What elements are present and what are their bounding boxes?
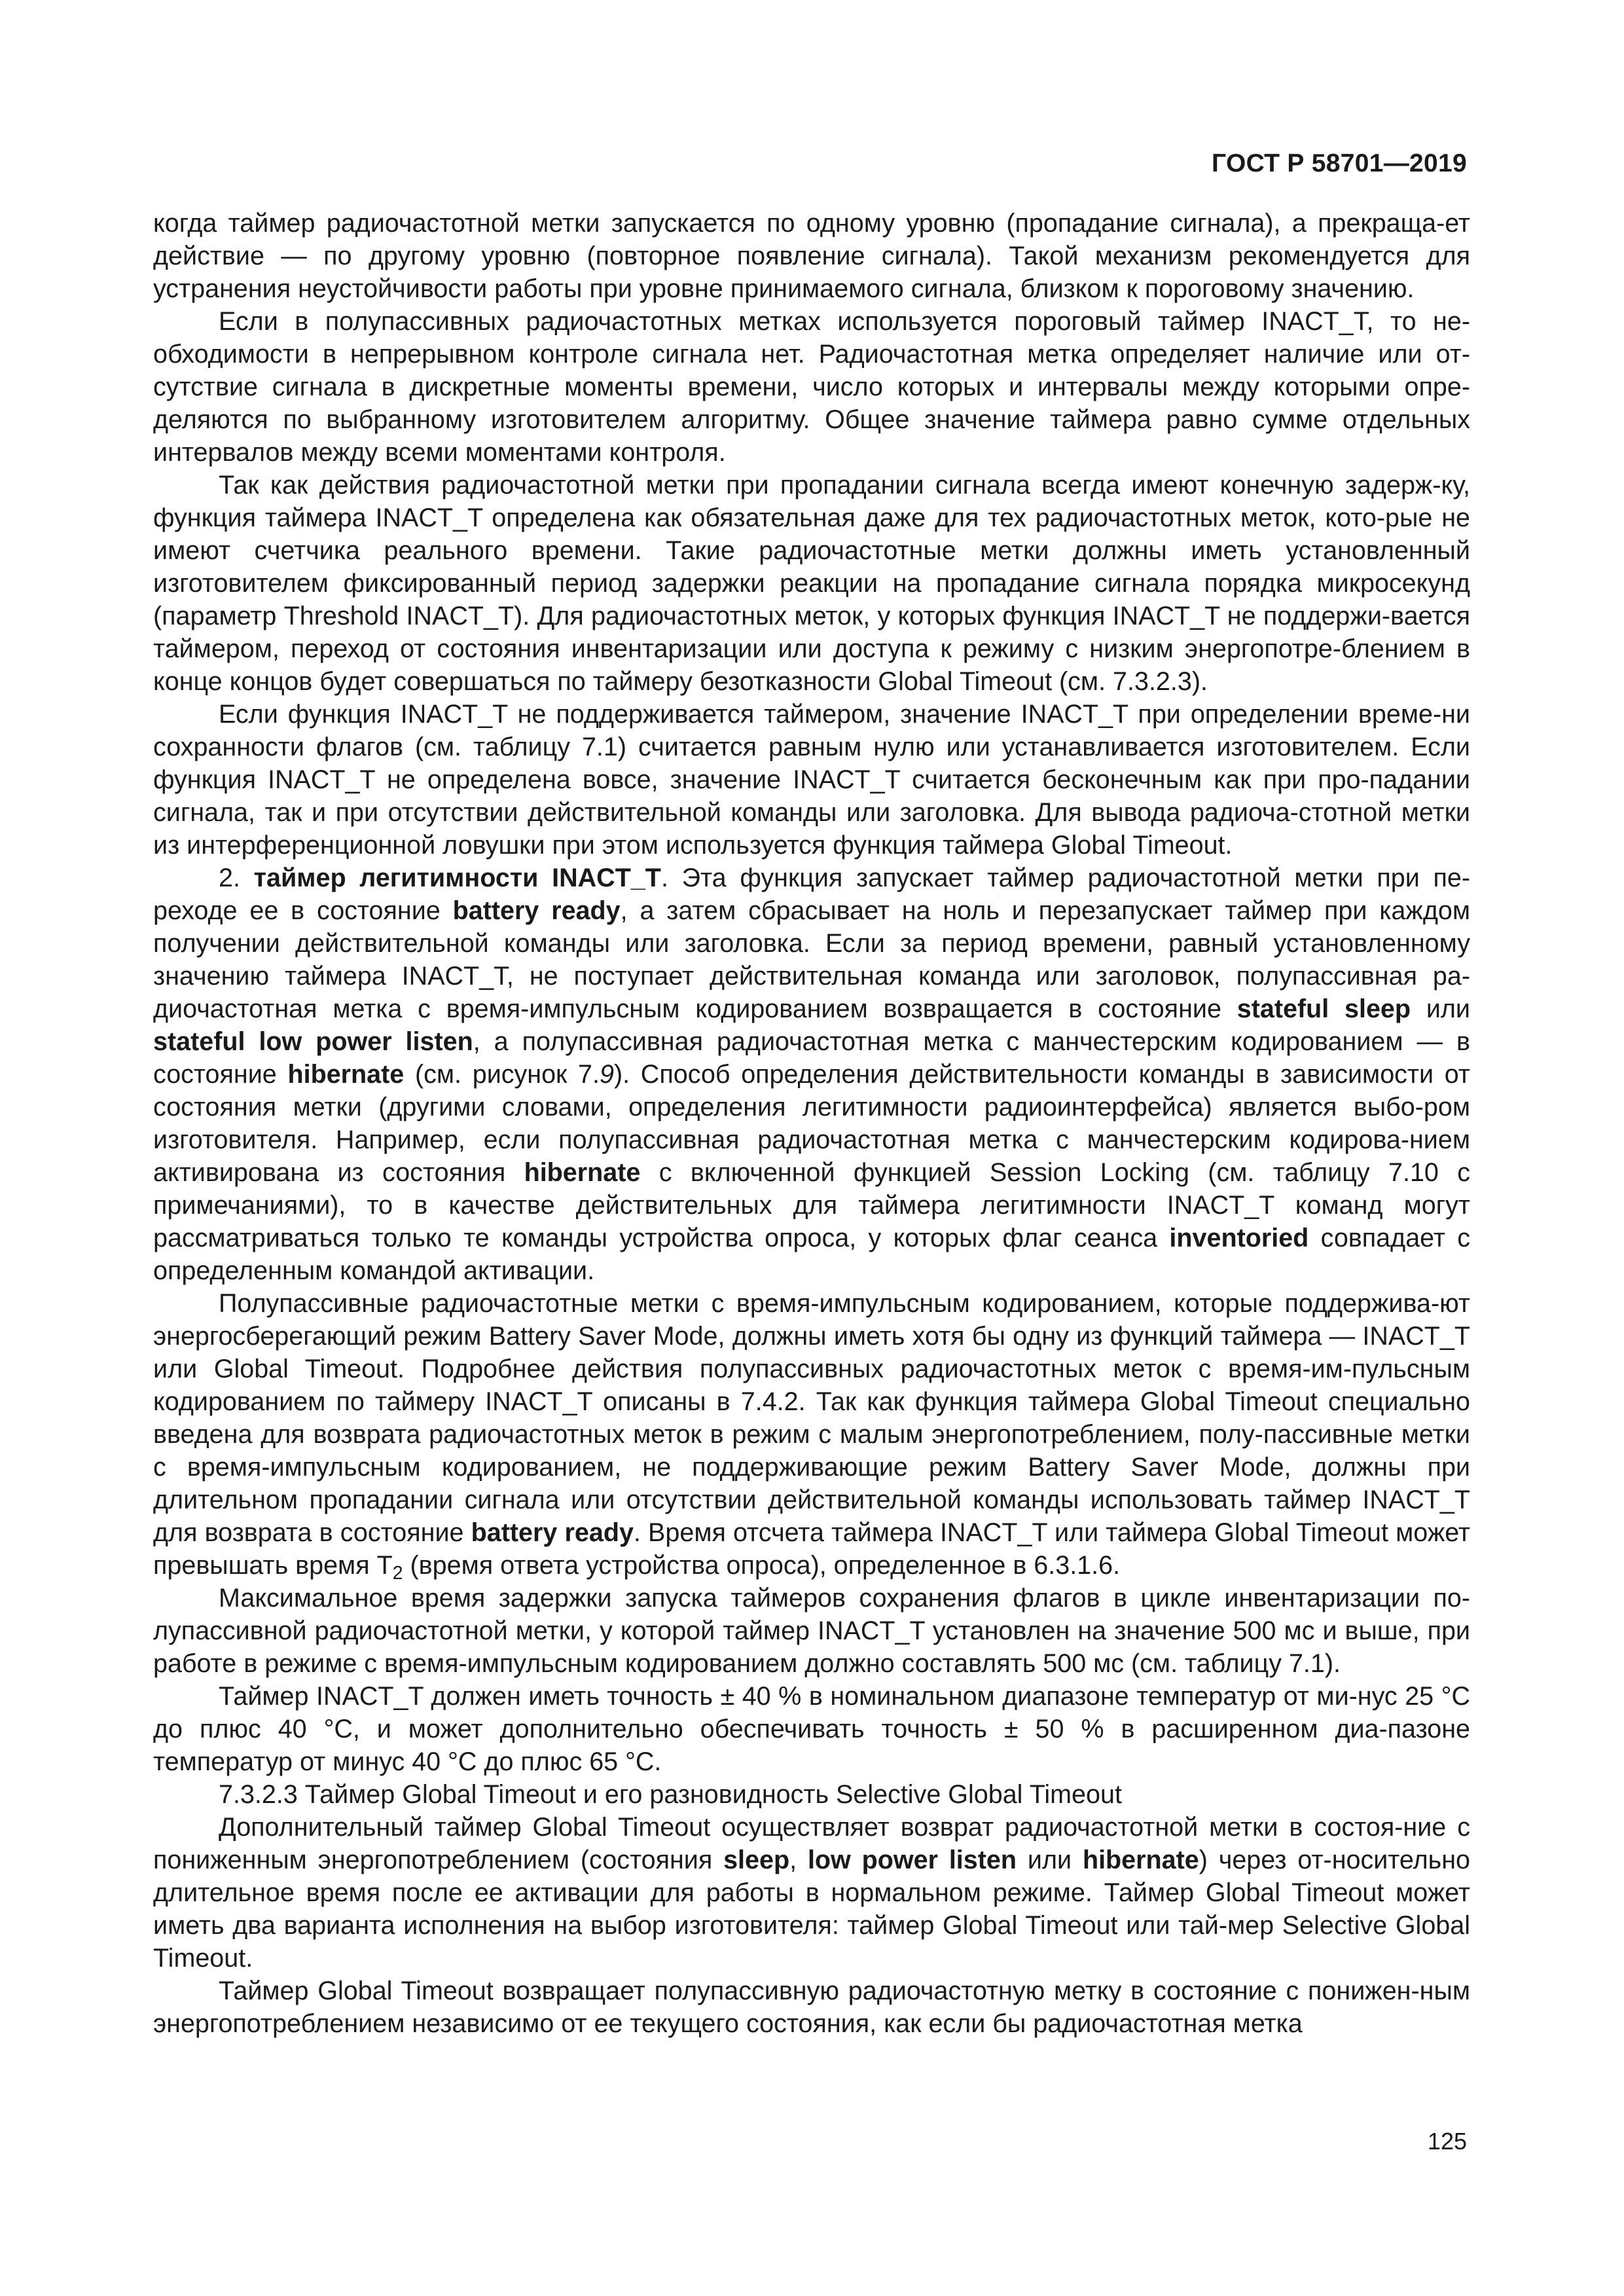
- state-low-power-listen: low power listen: [807, 1846, 1017, 1874]
- text-run: . Время отсчета таймера INACT_T или таймера Global Timeout может превышать время T: [153, 1518, 1470, 1580]
- text-run: ). Способ определения действительности команды в зависимости от состояния метки (другими словами, определения легитимности радиоинтерфейса) является выбо-ром изготовителя. Например, если полупассивная радиочастотная метка с манчестерским кодирова-нием активирована из состояния: [153, 1060, 1470, 1187]
- body-text: [153, 207, 1470, 2040]
- text-run: Полупассивные радиочастотные метки с время-импульсным кодированием, которые поддержива-ют энергосберегающий режим Battery Saver Mode, должны иметь хотя бы одну из функций таймера — INACT_T или Global Timeout. Подробнее действия полупассивных радиочастотных меток с время-им-пульсным кодированием по таймеру INACT_T описаны в 7.4.2. Так как функция таймера Global Timeout специально введена для возврата радиочастотных меток в режим с малым энергопотреблением, полу-пассивные метки с время-импульсным кодированием, не поддерживающие режим Battery Saver Mode, должны при длительном пропадании сигнала или отсутствии действительной команды использовать таймер INACT_T для возврата в состояние: [153, 1289, 1470, 1547]
- text-run: или: [1411, 994, 1470, 1023]
- paragraph-4: Если функция INACT_T не поддерживается таймером, значение INACT_T при определении време-ни сохранности флагов (см. таблицу 7.1) считается равным нулю или устанавливается изготовителем. Если функция INACT_T не определена вовсе, значение INACT_T считается бесконечным как при про-падании сигнала, так и при отсутствии действительной команды или заголовка. Для вывода радиоча-стотной метки из интерференционной ловушки при этом используется функция таймера Global Timeout.: [153, 700, 1470, 860]
- text-run: , а полупассивная радиочастотная метка с манчестерским кодированием — в состояние: [153, 1027, 1470, 1089]
- text-run: совпадает с определенным командой активации.: [153, 1224, 1470, 1285]
- paragraph-9: [153, 1811, 1470, 1975]
- text-run: , а затем сбрасывает на ноль и перезапускает таймер при каждом получении действительной команды или заголовка. Если за период времени, равный установленному значению таймера INACT_T, не поступает действительная команда или заголовок, полупассивная ра-диочастотная метка с время-импульсным кодированием возвращается в состояние: [153, 896, 1470, 1023]
- paragraph-6: [153, 1287, 1470, 1582]
- list-number: 2.: [219, 864, 254, 892]
- text-run: ,: [789, 1846, 808, 1874]
- paragraph-7: Максимальное время задержки запуска таймеров сохранения флагов в цикле инвентаризации по-лупассивной радиочастотной метки, у которой таймер INACT_T установлен на значение 500 мс и выше, при работе в режиме с время-импульсным кодированием должно составлять 500 мс (см. таблицу 7.1).: [153, 1584, 1470, 1678]
- standard-header: ГОСТ Р 58701—2019: [1212, 149, 1467, 177]
- text-run: с включенной функцией Session Locking (см. таблицу 7.10 с примечаниями), то в качестве действительных для таймера легитимности INACT_T команд могут рассматриваться только те команды устройства опроса, у которых флаг сеанса: [153, 1158, 1470, 1252]
- state-sleep: sleep: [723, 1846, 790, 1874]
- paragraph-5-legitimacy-timer: [153, 862, 1470, 1287]
- paragraph-1: когда таймер радиочастотной метки запускается по одному уровню (пропадание сигнала), а прекраща-ет действие — по другому уровню (повторное появление сигнала). Такой механизм рекомендуется для устранения неустойчивости работы при уровне принимаемого сигнала, близком к пороговому значению.: [153, 209, 1470, 303]
- text-run: . Эта функция запускает таймер радиочастотной метки при пе-реходе ее в состояние: [153, 864, 1470, 925]
- paragraph-10: Таймер Global Timeout возвращает полупассивную радиочастотную метку в состояние с понижен-ным энергопотреблением независимо от ее текущего состояния, как если бы радиочастотная метка: [153, 1977, 1470, 2038]
- term-legitimacy-timer: таймер легитимности INACT_T: [253, 864, 661, 892]
- state-battery-ready: battery ready: [471, 1518, 634, 1547]
- state-stateful-sleep: stateful sleep: [1236, 994, 1411, 1023]
- text-run: ) через от-носительно длительное время после ее активации для работы в нормальном режиме. Таймер Global Timeout может иметь два варианта исполнения на выбор изготовителя: таймер Global Timeout или тай-мер Selective Global Timeout.: [153, 1846, 1471, 1973]
- figure-ref-italic: 9: [600, 1060, 614, 1089]
- state-hibernate: hibernate: [1082, 1846, 1199, 1874]
- subscript-2: 2: [392, 1562, 403, 1584]
- paragraph-2: Если в полупассивных радиочастотных метках используется пороговый таймер INACT_T, то не-обходимости в непрерывном контроле сигнала нет. Радиочастотная метка определяет наличие или от-сутствие сигнала в дискретные моменты времени, число которых и интервалы между которыми опре-деляются по выбранному изготовителем алгоритму. Общее значение таймера равно сумме отдельных интервалов между всеми моментами контроля.: [153, 307, 1470, 467]
- state-stateful-low-power-listen: stateful low power listen: [153, 1027, 473, 1056]
- flag-inventoried: inventoried: [1169, 1224, 1309, 1252]
- text-run: Дополнительный таймер Global Timeout осуществляет возврат радиочастотной метки в состоя-ние с пониженным энергопотреблением (состояния: [153, 1813, 1470, 1874]
- section-heading-7-3-2-3: 7.3.2.3 Таймер Global Timeout и его разновидность Selective Global Timeout: [219, 1780, 1122, 1809]
- paragraph-8: Таймер INACT_T должен иметь точность ± 40 % в номинальном диапазоне температур от ми-нус 25 °С до плюс 40 °С, и может дополнительно обеспечивать точность ± 50 % в расширенном диа-пазоне температур от минус 40 °С до плюс 65 °С.: [153, 1682, 1470, 1776]
- paragraph-3: Так как действия радиочастотной метки при пропадании сигнала всегда имеют конечную задерж-ку, функция таймера INACT_T определена как обязательная даже для тех радиочастотных меток, кото-рые не имеют счетчика реального времени. Такие радиочастотные метки должны иметь установленный изготовителем фиксированный период задержки реакции на пропадание сигнала порядка микросекунд (параметр Threshold INACT_T). Для радиочастотных меток, у которых функция INACT_T не поддержи-вается таймером, переход от состояния инвентаризации или доступа к режиму с низким энергопотре-блением в конце концов будет совершаться по таймеру безотказности Global Timeout (см. 7.3.2.3).: [153, 471, 1470, 696]
- page-number: 125: [1427, 2128, 1467, 2155]
- state-hibernate: hibernate: [287, 1060, 405, 1089]
- text-run: (см. рисунок 7.: [404, 1060, 600, 1089]
- state-hibernate: hibernate: [524, 1158, 641, 1187]
- text-run: или: [1017, 1846, 1083, 1874]
- text-run: (время ответа устройства опроса), определенное в 6.3.1.6.: [403, 1551, 1121, 1580]
- state-battery-ready: battery ready: [452, 896, 621, 925]
